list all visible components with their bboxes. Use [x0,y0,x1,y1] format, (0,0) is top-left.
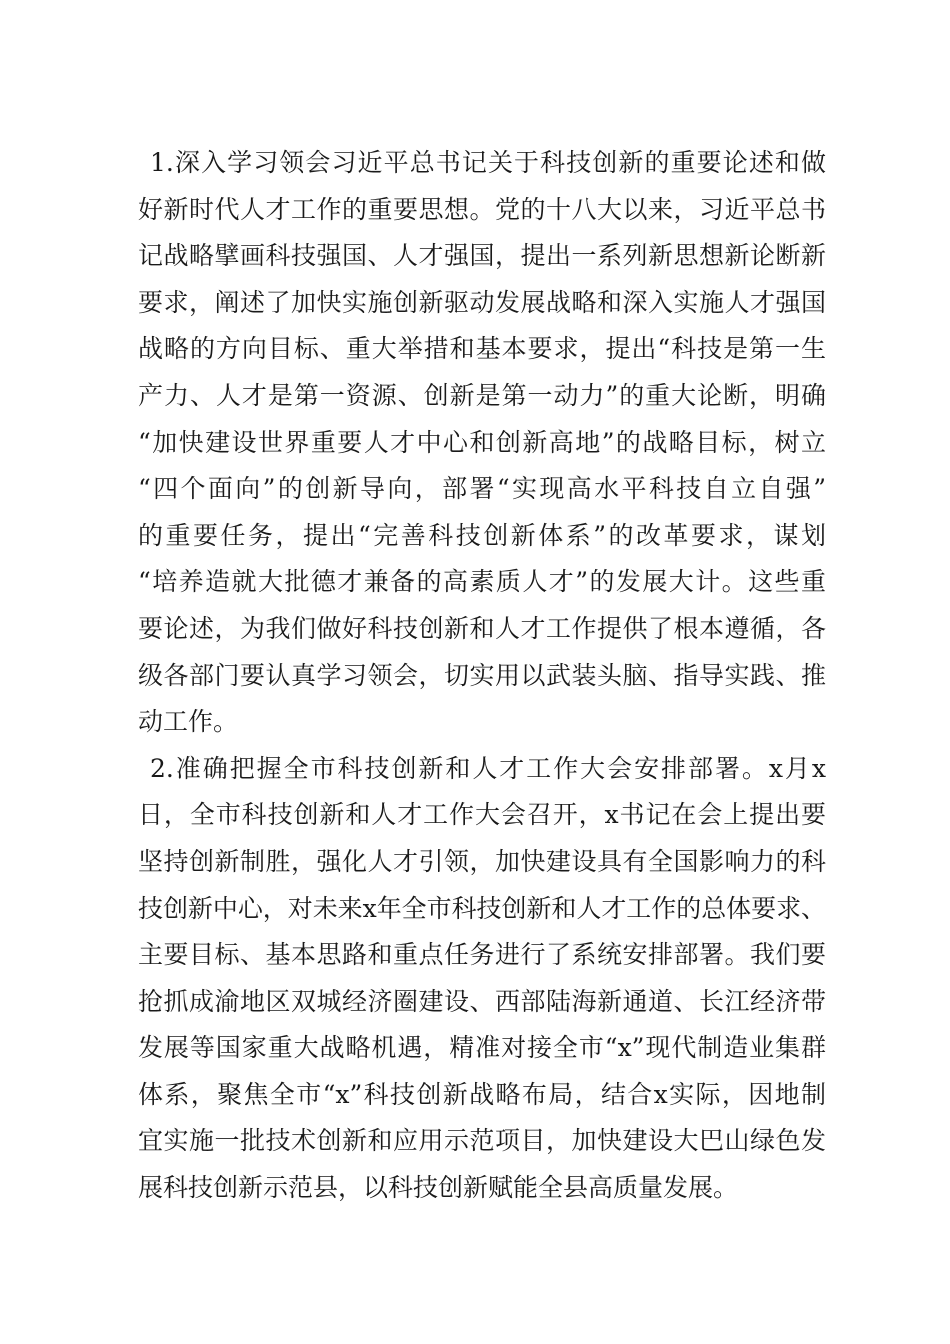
paragraph-line: 战略的方向目标、重大举措和基本要求，提出“科技是第一生 [138,334,826,364]
paragraph-line: 体系，聚焦全市“x”科技创新战略布局，结合x实际，因地制 [138,1079,826,1109]
paragraph-line: 2.准确把握全市科技创新和人才工作大会安排部署。x月x [150,753,826,783]
paragraph-line: 好新时代人才工作的重要思想。党的十八大以来，习近平总书 [138,194,826,224]
paragraph-line: 抢抓成渝地区双城经济圈建设、西部陆海新通道、长江经济带 [138,986,826,1016]
paragraph-line: 记战略擘画科技强国、人才强国，提出一系列新思想新论断新 [138,241,826,271]
paragraph-2 [138,746,826,1212]
document-body [138,140,826,1212]
paragraph-1 [138,140,826,746]
paragraph-line: “加快建设世界重要人才中心和创新高地”的战略目标，树立 [138,427,826,457]
paragraph-line: 发展等国家重大战略机遇，精准对接全市“x”现代制造业集群 [138,1033,826,1063]
paragraph-line: 要论述，为我们做好科技创新和人才工作提供了根本遵循，各 [138,613,826,643]
paragraph-line: 产力、人才是第一资源、创新是第一动力”的重大论断，明确 [138,380,826,410]
paragraph-line: 1.深入学习领会习近平总书记关于科技创新的重要论述和做 [150,148,826,177]
paragraph-line: 技创新中心，对未来x年全市科技创新和人才工作的总体要求、 [138,893,826,923]
paragraph-line: 要求，阐述了加快实施创新驱动发展战略和深入实施人才强国 [138,287,826,317]
paragraph-line: 坚持创新制胜，强化人才引领，加快建设具有全国影响力的科 [138,846,826,876]
paragraph-line: 的重要任务，提出“完善科技创新体系”的改革要求，谋划 [138,520,826,550]
paragraph-line: 展科技创新示范县，以科技创新赋能全县高质量发展。 [138,1173,739,1203]
paragraph-line: 级各部门要认真学习领会，切实用以武装头脑、指导实践、推 [138,660,826,690]
paragraph-line: 日，全市科技创新和人才工作大会召开，x书记在会上提出要 [138,800,826,830]
paragraph-line: 宜实施一批技术创新和应用示范项目，加快建设大巴山绿色发 [138,1126,826,1156]
paragraph-line: “四个面向”的创新导向，部署“实现高水平科技自立自强” [138,474,826,504]
paragraph-line: 动工作。 [138,707,239,737]
paragraph-line: “培养造就大批德才兼备的高素质人才”的发展大计。这些重 [138,567,826,597]
paragraph-line: 主要目标、基本思路和重点任务进行了系统安排部署。我们要 [138,940,826,970]
